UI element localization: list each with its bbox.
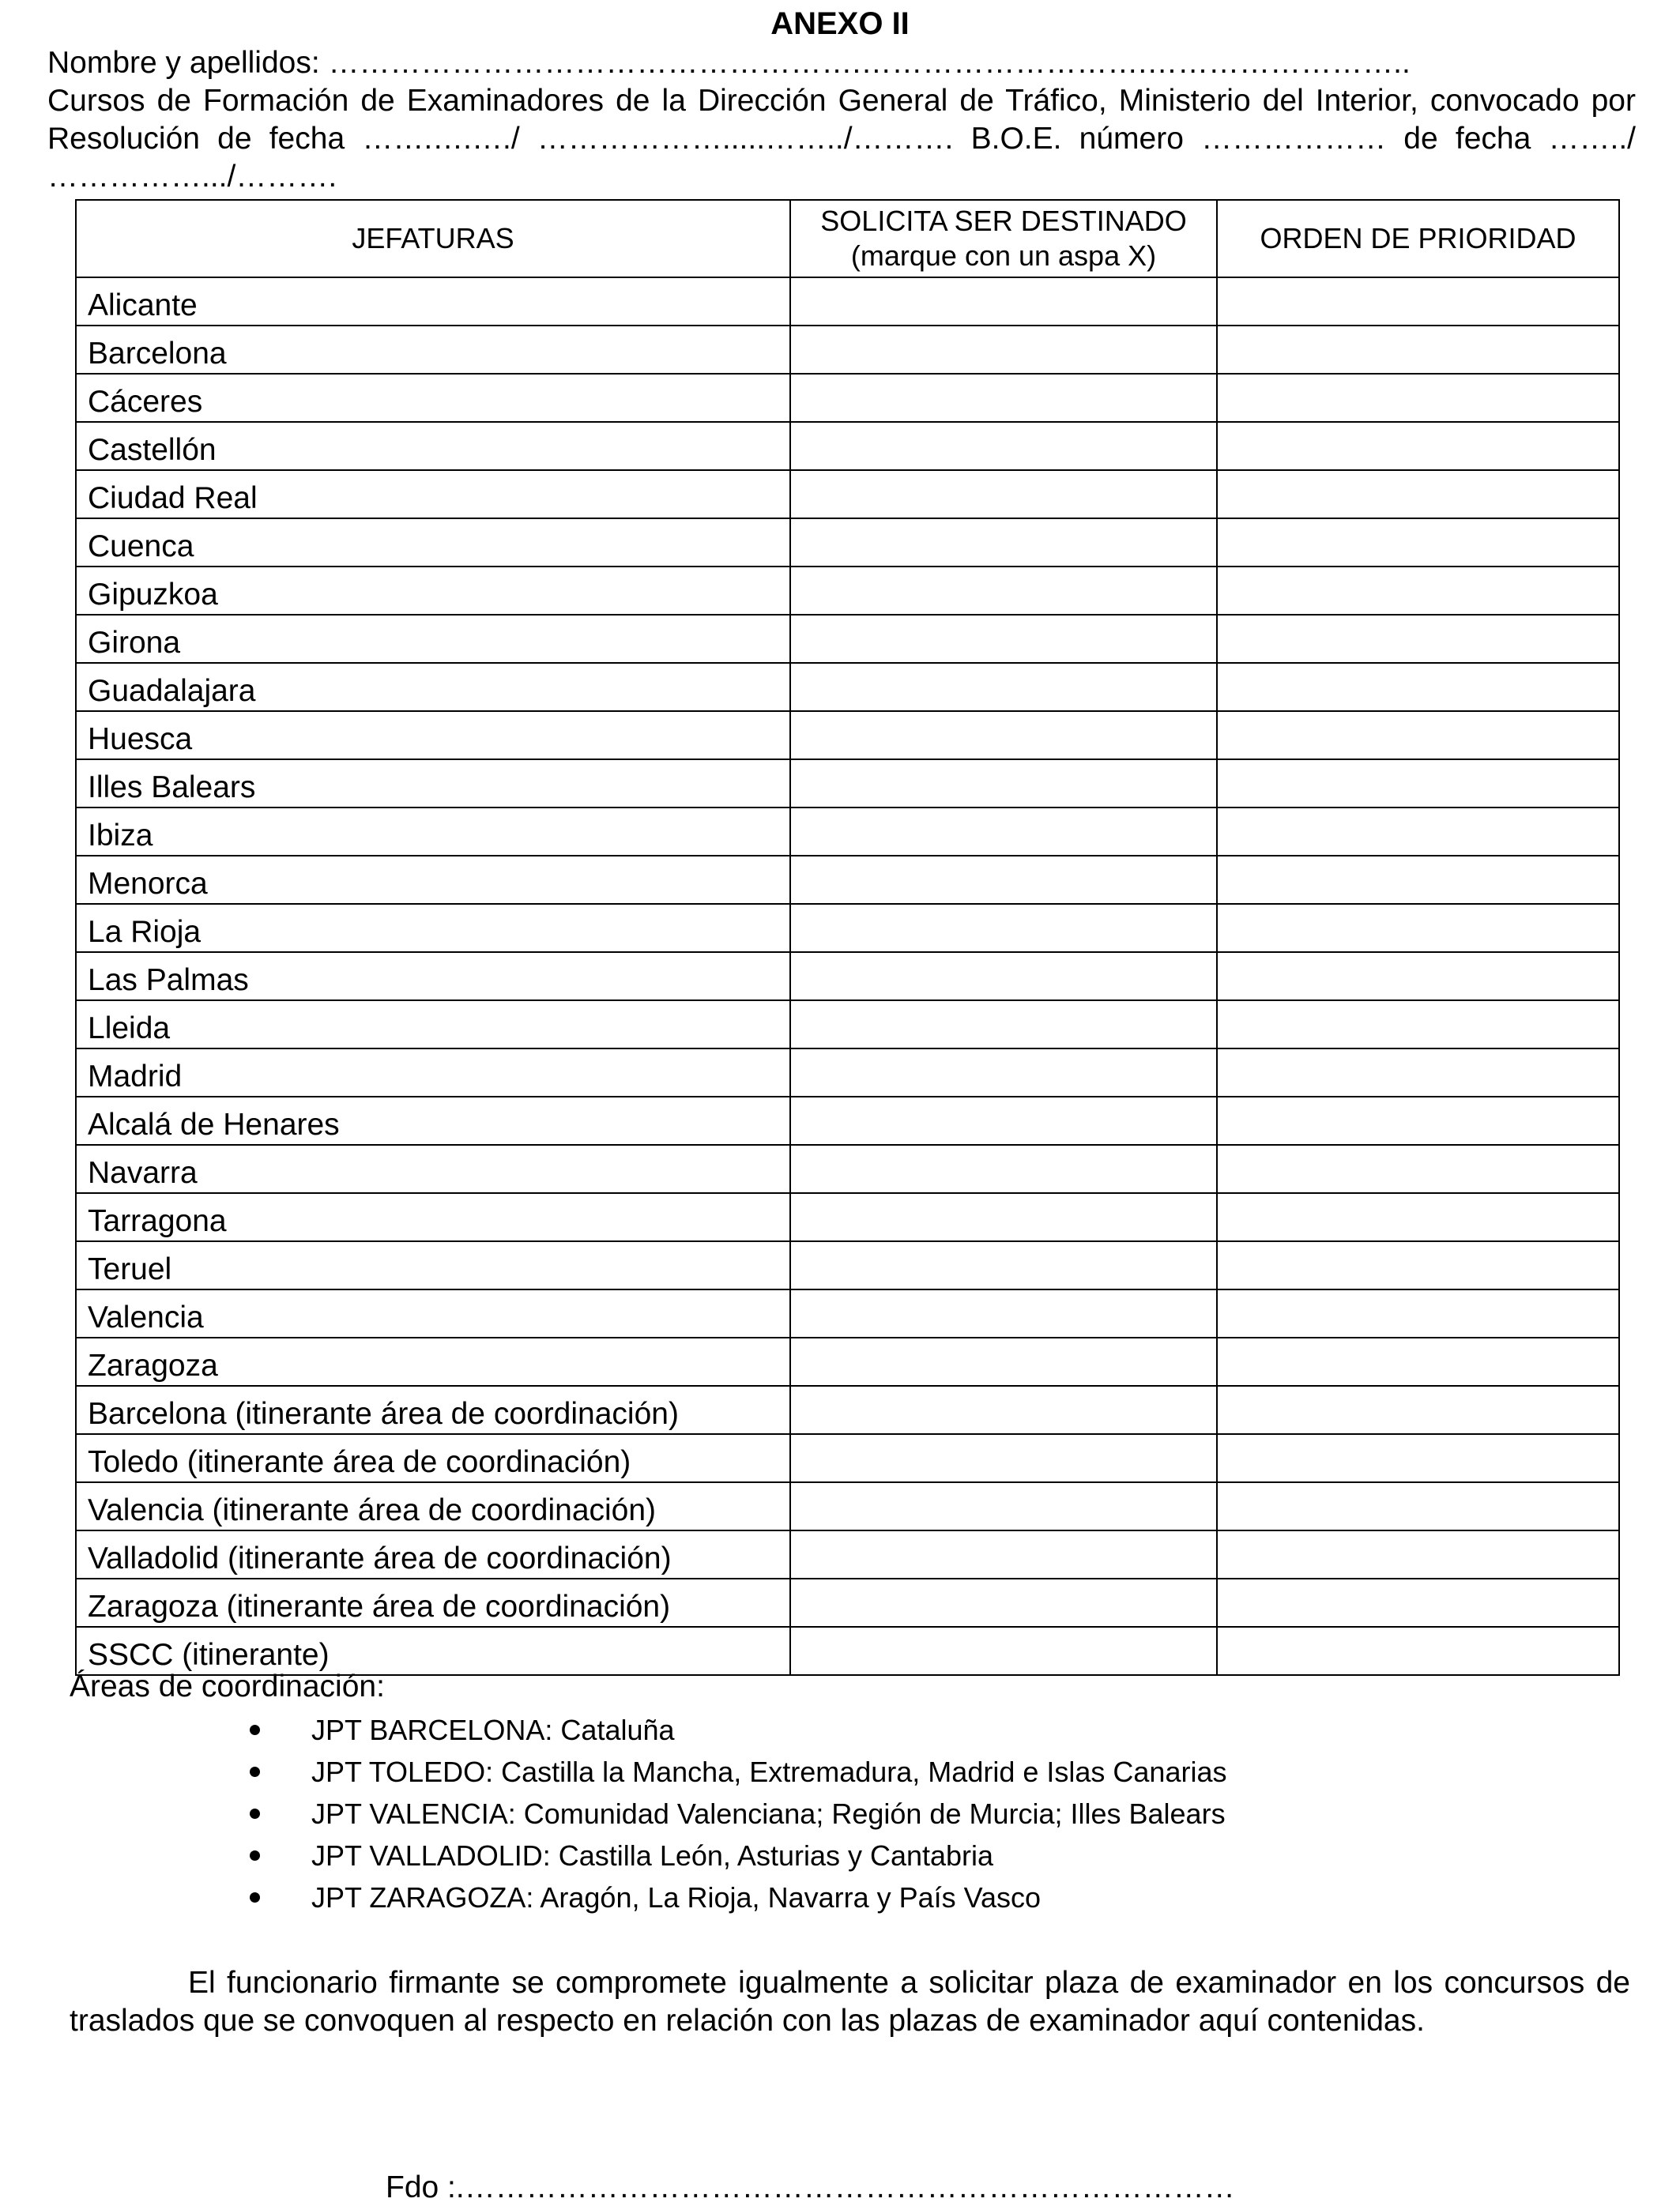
- prioridad-cell[interactable]: [1217, 1627, 1619, 1675]
- prioridad-cell[interactable]: [1217, 374, 1619, 422]
- table-row: [76, 711, 1619, 759]
- prioridad-cell[interactable]: [1217, 1482, 1619, 1530]
- areas-list: [237, 1709, 1226, 1918]
- prioridad-cell[interactable]: [1217, 1048, 1619, 1097]
- solicita-cell[interactable]: [790, 1145, 1217, 1193]
- area-text: JPT BARCELONA: Cataluña: [311, 1714, 675, 1746]
- jefatura-name: Toledo (itinerante área de coordinación): [76, 1434, 790, 1482]
- jefaturas-table: [75, 199, 1620, 1676]
- table-row: [76, 470, 1619, 518]
- table-row: [76, 856, 1619, 904]
- prioridad-cell[interactable]: [1217, 663, 1619, 711]
- jefatura-name: Alicante: [76, 277, 790, 326]
- commitment-paragraph: El funcionario firmante se compromete igualmente a solicitar plaza de examinador en los concursos de traslados que se convoquen al respecto en relación con las plazas de examinador aquí contenidas.: [70, 1966, 1630, 2038]
- bullet-icon: [250, 1809, 260, 1819]
- prioridad-cell[interactable]: [1217, 1530, 1619, 1579]
- jefatura-name: SSCC (itinerante): [76, 1627, 790, 1675]
- jefatura-name: Gipuzkoa: [76, 567, 790, 615]
- bullet-icon: [250, 1725, 260, 1735]
- prioridad-cell[interactable]: [1217, 1434, 1619, 1482]
- table-row: [76, 326, 1619, 374]
- jefatura-name: Valencia: [76, 1289, 790, 1338]
- table-row: [76, 952, 1619, 1000]
- table-row: [76, 518, 1619, 567]
- jefatura-name: Madrid: [76, 1048, 790, 1097]
- table-row: [76, 1338, 1619, 1386]
- prioridad-cell[interactable]: [1217, 1241, 1619, 1289]
- jefatura-name: Menorca: [76, 856, 790, 904]
- solicita-cell[interactable]: [790, 1193, 1217, 1241]
- solicita-cell[interactable]: [790, 856, 1217, 904]
- jefatura-name: Barcelona: [76, 326, 790, 374]
- list-item: [237, 1835, 1226, 1877]
- header-jefaturas: JEFATURAS: [76, 200, 790, 277]
- table-row: [76, 1000, 1619, 1048]
- jefatura-name: Illes Balears: [76, 759, 790, 807]
- table-header-row: [76, 200, 1619, 277]
- prioridad-cell[interactable]: [1217, 1579, 1619, 1627]
- solicita-cell[interactable]: [790, 1097, 1217, 1145]
- jefatura-name: Ciudad Real: [76, 470, 790, 518]
- prioridad-cell[interactable]: [1217, 1145, 1619, 1193]
- jefatura-name: Navarra: [76, 1145, 790, 1193]
- table-row: [76, 1097, 1619, 1145]
- solicita-cell[interactable]: [790, 807, 1217, 856]
- header-orden: ORDEN DE PRIORIDAD: [1217, 200, 1619, 277]
- table-row: [76, 1627, 1619, 1675]
- jefatura-name: Zaragoza: [76, 1338, 790, 1386]
- solicita-cell[interactable]: [790, 1048, 1217, 1097]
- document-title: ANEXO II: [770, 6, 910, 41]
- jefatura-name: Teruel: [76, 1241, 790, 1289]
- prioridad-cell[interactable]: [1217, 759, 1619, 807]
- solicita-cell[interactable]: [790, 567, 1217, 615]
- table-row: [76, 567, 1619, 615]
- header-solicita-line1: SOLICITA SER DESTINADO: [820, 205, 1187, 237]
- solicita-cell[interactable]: [790, 1579, 1217, 1627]
- jefatura-name: Cuenca: [76, 518, 790, 567]
- course-text: Cursos de Formación de Examinadores de la Dirección General de Tráfico, Ministerio del Interior, convocado por Resolución de fecha …….….…./ ……………….....……../………. B.O.E. número ……………… de fecha ……../ …………….../……….: [47, 84, 1636, 194]
- solicita-cell[interactable]: [790, 1289, 1217, 1338]
- prioridad-cell[interactable]: [1217, 615, 1619, 663]
- solicita-cell[interactable]: [790, 326, 1217, 374]
- solicita-cell[interactable]: [790, 1434, 1217, 1482]
- table-row: [76, 1386, 1619, 1434]
- bullet-icon: [250, 1892, 260, 1903]
- prioridad-cell[interactable]: [1217, 470, 1619, 518]
- list-item: [237, 1877, 1226, 1918]
- prioridad-cell[interactable]: [1217, 904, 1619, 952]
- bullet-icon: [250, 1767, 260, 1777]
- jefatura-name: Barcelona (itinerante área de coordinación): [76, 1386, 790, 1434]
- jefatura-name: Lleida: [76, 1000, 790, 1048]
- solicita-cell[interactable]: [790, 1530, 1217, 1579]
- prioridad-cell[interactable]: [1217, 1386, 1619, 1434]
- table-row: [76, 1193, 1619, 1241]
- jefatura-name: Cáceres: [76, 374, 790, 422]
- table-row: [76, 1145, 1619, 1193]
- intro-section: [47, 44, 1636, 196]
- solicita-cell[interactable]: [790, 374, 1217, 422]
- table-row: [76, 1048, 1619, 1097]
- table-row: [76, 422, 1619, 470]
- area-text: JPT VALENCIA: Comunidad Valenciana; Región de Murcia; Illes Balears: [311, 1798, 1226, 1830]
- solicita-cell[interactable]: [790, 904, 1217, 952]
- solicita-cell[interactable]: [790, 277, 1217, 326]
- prioridad-cell[interactable]: [1217, 711, 1619, 759]
- area-text: JPT ZARAGOZA: Aragón, La Rioja, Navarra y País Vasco: [311, 1881, 1042, 1914]
- list-item: [237, 1751, 1226, 1793]
- jefatura-name: Huesca: [76, 711, 790, 759]
- area-text: JPT TOLEDO: Castilla la Mancha, Extremadura, Madrid e Islas Canarias: [311, 1756, 1227, 1788]
- prioridad-cell[interactable]: [1217, 1193, 1619, 1241]
- solicita-cell[interactable]: [790, 518, 1217, 567]
- table-row: [76, 1241, 1619, 1289]
- prioridad-cell[interactable]: [1217, 1000, 1619, 1048]
- jefatura-name: Alcalá de Henares: [76, 1097, 790, 1145]
- jefatura-name: La Rioja: [76, 904, 790, 952]
- solicita-cell[interactable]: [790, 1241, 1217, 1289]
- prioridad-cell[interactable]: [1217, 326, 1619, 374]
- jefatura-name: Ibiza: [76, 807, 790, 856]
- jefatura-name: Valladolid (itinerante área de coordinación): [76, 1530, 790, 1579]
- solicita-cell[interactable]: [790, 1482, 1217, 1530]
- header-solicita-line2: (marque con un aspa X): [850, 239, 1157, 272]
- solicita-cell[interactable]: [790, 952, 1217, 1000]
- signature-line: Fdo :.…………………………………………………………………: [386, 2170, 1235, 2204]
- prioridad-cell[interactable]: [1217, 518, 1619, 567]
- jefatura-name: Las Palmas: [76, 952, 790, 1000]
- prioridad-cell[interactable]: [1217, 856, 1619, 904]
- prioridad-cell[interactable]: [1217, 1289, 1619, 1338]
- table-row: [76, 807, 1619, 856]
- prioridad-cell[interactable]: [1217, 277, 1619, 326]
- bullet-icon: [250, 1850, 260, 1861]
- jefatura-name: Zaragoza (itinerante área de coordinación): [76, 1579, 790, 1627]
- solicita-cell[interactable]: [790, 663, 1217, 711]
- header-solicita: [790, 200, 1217, 277]
- solicita-cell[interactable]: [790, 470, 1217, 518]
- prioridad-cell[interactable]: [1217, 1338, 1619, 1386]
- list-item: [237, 1793, 1226, 1835]
- jefatura-name: Tarragona: [76, 1193, 790, 1241]
- name-line: Nombre y apellidos: …………………………………………….……………………….……………………..: [47, 46, 1411, 80]
- solicita-cell[interactable]: [790, 1000, 1217, 1048]
- table-row: [76, 374, 1619, 422]
- list-item: [237, 1709, 1226, 1751]
- table-row: [76, 759, 1619, 807]
- table-row: [76, 663, 1619, 711]
- table-row: [76, 1289, 1619, 1338]
- table-row: [76, 1482, 1619, 1530]
- table-row: [76, 904, 1619, 952]
- table-row: [76, 615, 1619, 663]
- table-row: [76, 1434, 1619, 1482]
- table-row: [76, 1530, 1619, 1579]
- prioridad-cell[interactable]: [1217, 807, 1619, 856]
- prioridad-cell[interactable]: [1217, 422, 1619, 470]
- solicita-cell[interactable]: [790, 711, 1217, 759]
- solicita-cell[interactable]: [790, 1627, 1217, 1675]
- solicita-cell[interactable]: [790, 1338, 1217, 1386]
- solicita-cell[interactable]: [790, 759, 1217, 807]
- jefatura-name: Valencia (itinerante área de coordinación): [76, 1482, 790, 1530]
- solicita-cell[interactable]: [790, 1386, 1217, 1434]
- table-body: [76, 277, 1619, 1675]
- prioridad-cell[interactable]: [1217, 567, 1619, 615]
- area-text: JPT VALLADOLID: Castilla León, Asturias y Cantabria: [311, 1839, 994, 1872]
- prioridad-cell[interactable]: [1217, 1097, 1619, 1145]
- jefatura-name: Guadalajara: [76, 663, 790, 711]
- solicita-cell[interactable]: [790, 615, 1217, 663]
- table-row: [76, 1579, 1619, 1627]
- areas-label: Áreas de coordinación:: [70, 1670, 385, 1703]
- jefatura-name: Castellón: [76, 422, 790, 470]
- table-row: [76, 277, 1619, 326]
- prioridad-cell[interactable]: [1217, 952, 1619, 1000]
- solicita-cell[interactable]: [790, 422, 1217, 470]
- jefatura-name: Girona: [76, 615, 790, 663]
